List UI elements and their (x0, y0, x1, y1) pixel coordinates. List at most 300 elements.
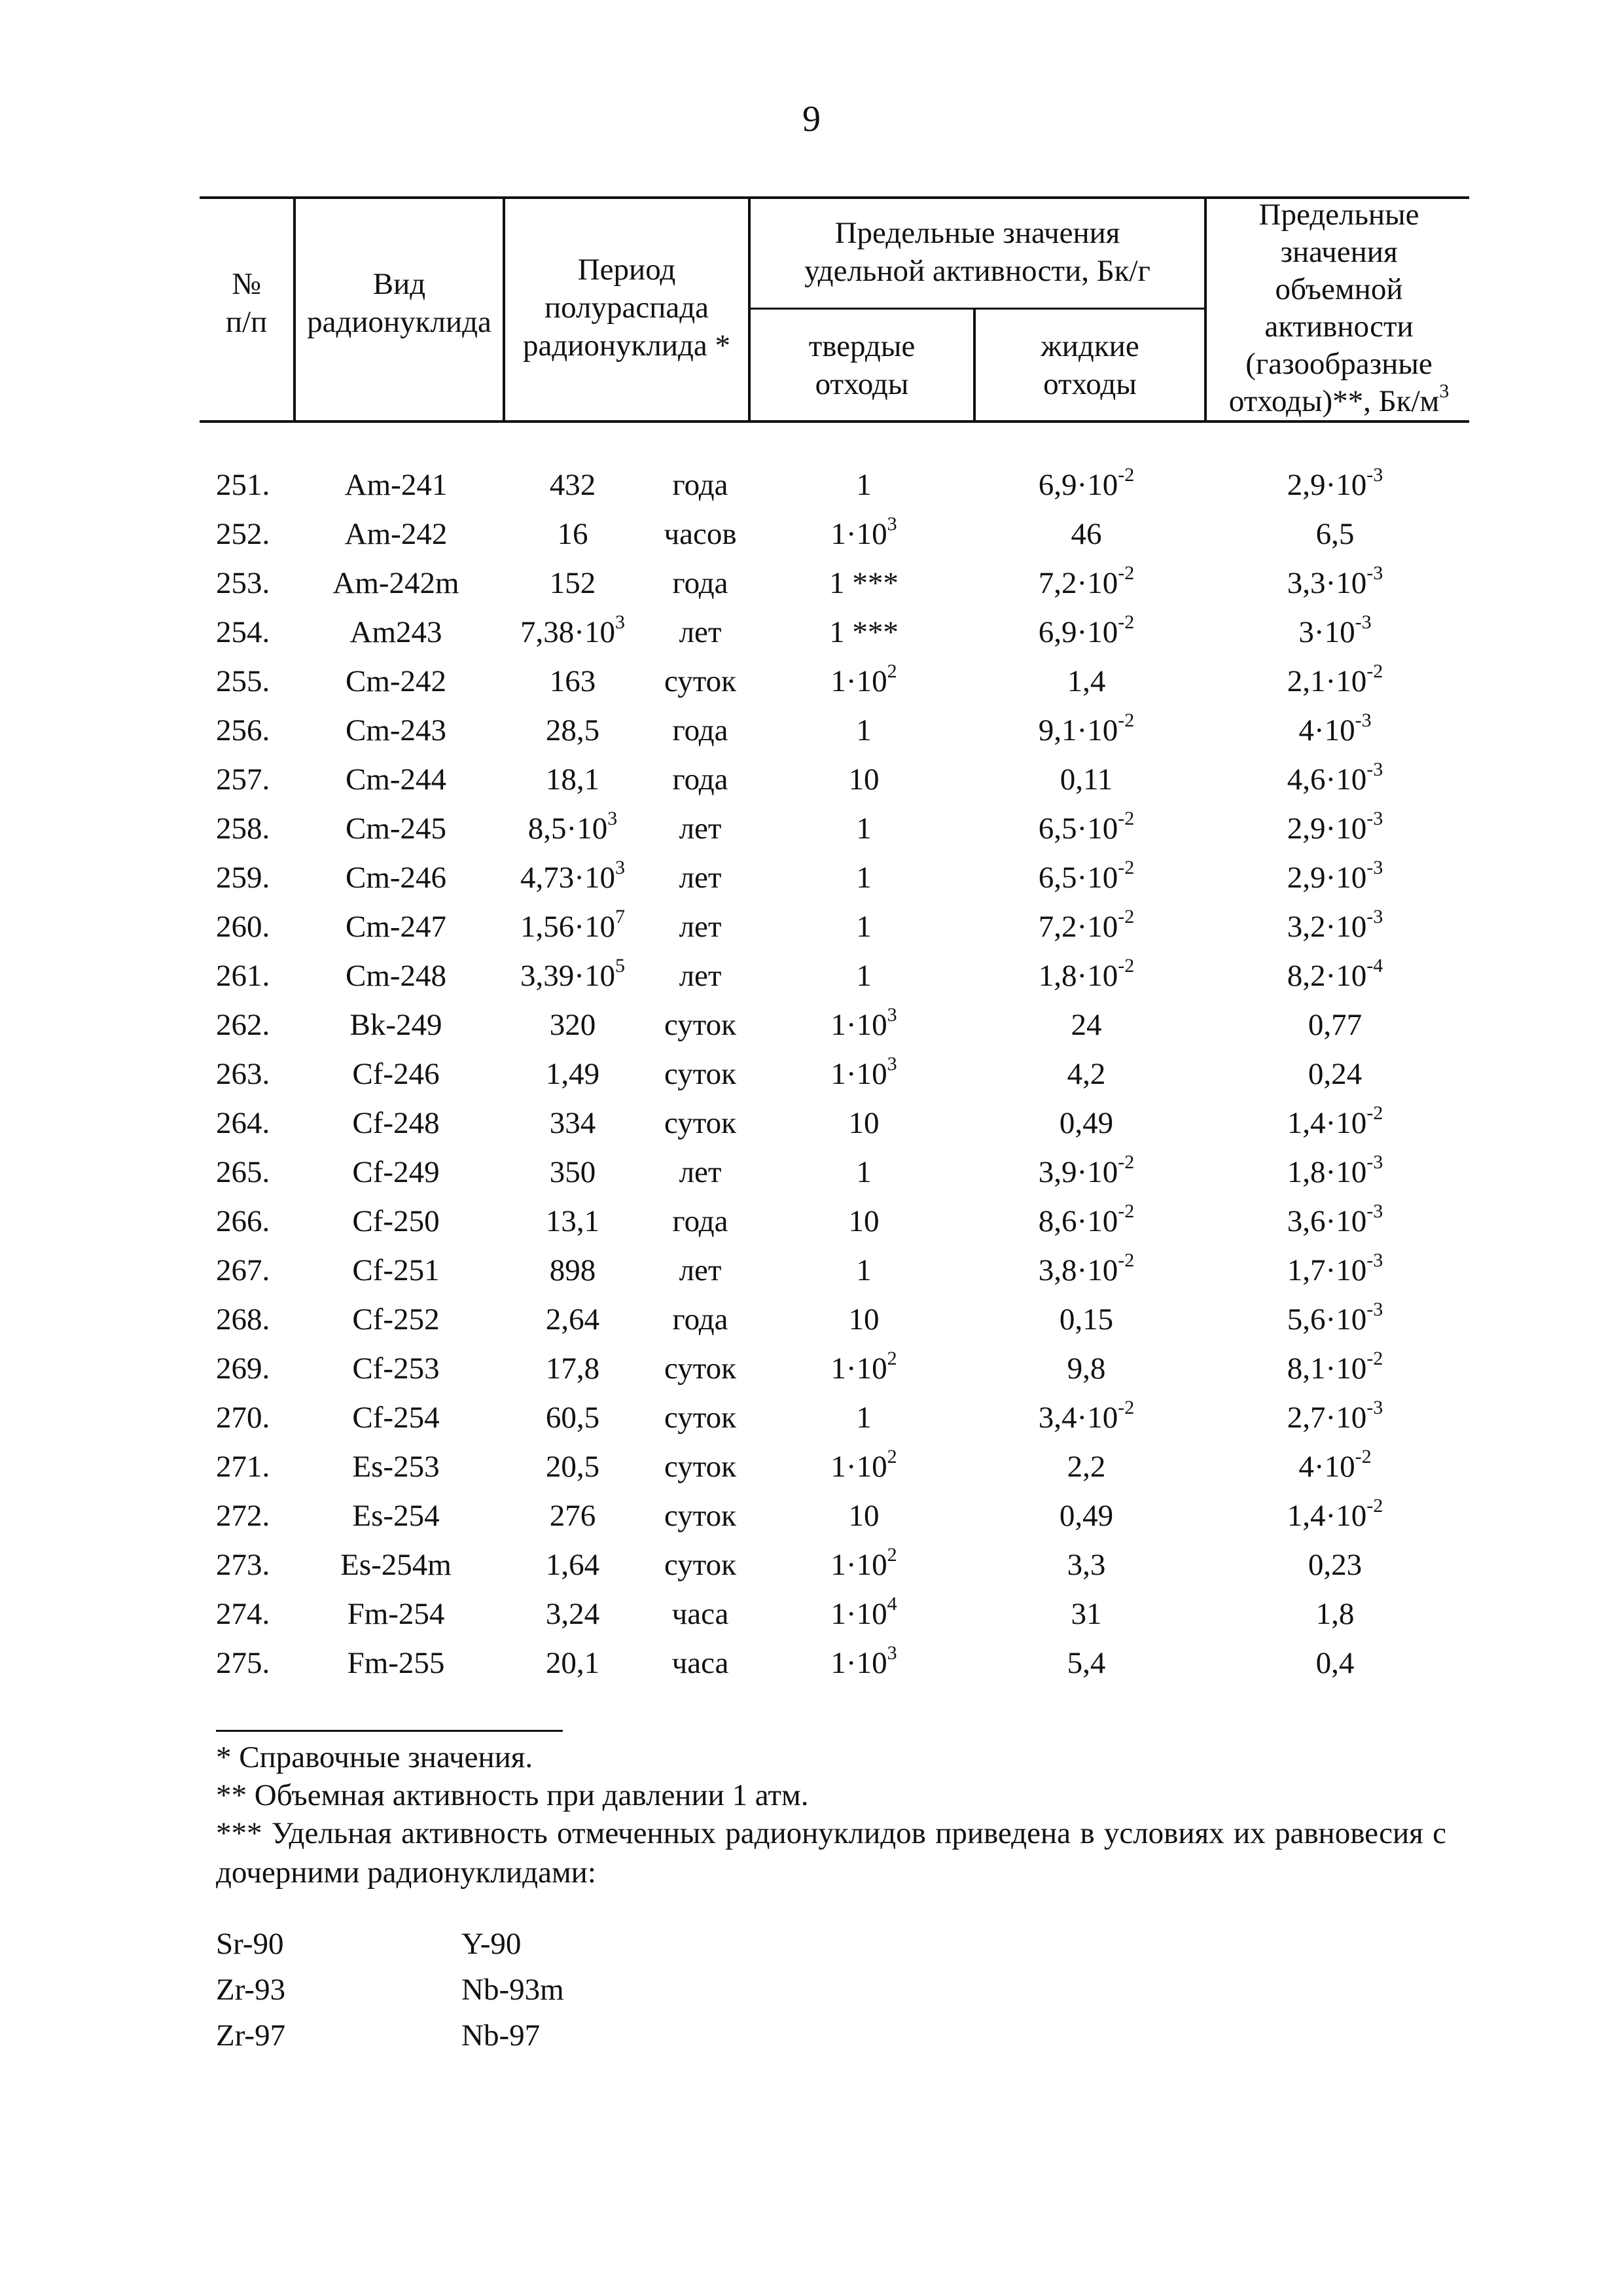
solid-waste-limit-value: 1 (856, 1401, 872, 1435)
header-nuclide (296, 265, 503, 341)
liquid-waste-limit-exponent: -2 (1118, 1249, 1135, 1272)
nuclide-name-value: Cf-254 (352, 1401, 440, 1435)
solid-waste-limit-value: 10 (848, 1499, 880, 1533)
row-number (216, 956, 288, 996)
liquid-waste-limit-value: 6,9·10 (1038, 615, 1118, 649)
header-vol-line5: (газообразные (1245, 347, 1433, 381)
pair-daughter: Nb-97 (461, 2018, 541, 2053)
half-life-value-value: 16 (557, 517, 588, 551)
solid-waste-limit-exponent: 2 (887, 1446, 897, 1468)
header-half-life-line2: полураспада (544, 291, 709, 325)
gas-waste-limit-value: 8,2·10 (1287, 959, 1367, 993)
nuclide-name-value: Cm-247 (345, 910, 447, 944)
solid-waste-limit-exponent: 3 (887, 1053, 897, 1075)
row-number (216, 613, 288, 652)
nuclide-name-value: Cm-248 (345, 959, 447, 993)
half-life-unit (638, 760, 762, 799)
solid-waste-limit (753, 711, 975, 750)
liquid-waste-limit-exponent: -2 (1118, 1200, 1135, 1223)
solid-waste-limit (753, 1202, 975, 1241)
gas-waste-limit-exponent: -3 (1366, 808, 1383, 830)
header-num-line2: п/п (225, 305, 268, 339)
gas-waste-limit-value: 3,3·10 (1287, 566, 1367, 600)
half-life-value-value: 13,1 (545, 1204, 600, 1238)
liquid-waste-limit (975, 564, 1198, 603)
solid-waste-limit-exponent: 2 (887, 1348, 897, 1370)
solid-waste-limit (753, 1251, 975, 1290)
solid-waste-limit-value: 1 *** (829, 615, 899, 649)
half-life-unit (638, 858, 762, 897)
gas-waste-limit-exponent: -2 (1355, 1446, 1372, 1468)
half-life-value (497, 1496, 648, 1535)
gas-waste-limit (1204, 907, 1466, 946)
pair-parent: Zr-97 (216, 2018, 286, 2053)
row-number (216, 1103, 288, 1143)
half-life-unit-value: года (672, 762, 728, 797)
half-life-unit (638, 1202, 762, 1241)
header-vol-line2: значения (1280, 235, 1398, 269)
nuclide-name (298, 564, 494, 603)
row-number-value: 263. (216, 1057, 270, 1091)
row-number-value: 274. (216, 1597, 270, 1631)
gas-waste-limit-value: 2,9·10 (1287, 861, 1367, 895)
gas-waste-limit-exponent: -3 (1366, 1299, 1383, 1321)
solid-waste-limit (753, 907, 975, 946)
gas-waste-limit (1204, 1054, 1466, 1094)
nuclide-name-value: Cm-245 (345, 812, 447, 846)
nuclide-name-value: Bk-249 (349, 1008, 442, 1042)
nuclide-name (298, 1202, 494, 1241)
solid-waste-limit-value: 1·10 (830, 517, 887, 551)
nuclide-name-value: Cf-250 (352, 1204, 440, 1238)
gas-waste-limit (1204, 465, 1466, 505)
half-life-unit-value: суток (664, 1401, 736, 1435)
header-half-life-line1: Период (577, 253, 676, 287)
solid-waste-limit-exponent: 3 (887, 1642, 897, 1664)
half-life-value-exponent: 5 (615, 955, 625, 977)
gas-waste-limit-value: 2,1·10 (1287, 664, 1367, 698)
liquid-waste-limit (975, 1349, 1198, 1388)
half-life-unit-value: лет (679, 1253, 722, 1287)
half-life-value-value: 350 (549, 1155, 596, 1189)
subheader-rule (748, 308, 1206, 310)
liquid-waste-limit-value: 8,6·10 (1038, 1204, 1118, 1238)
solid-waste-limit-value: 10 (848, 1204, 880, 1238)
nuclide-name (298, 809, 494, 848)
solid-waste-limit (753, 956, 975, 996)
liquid-waste-limit-value: 9,1·10 (1038, 713, 1118, 747)
half-life-unit-value: часа (671, 1646, 729, 1680)
solid-waste-limit (753, 1398, 975, 1437)
solid-waste-limit-value: 1·10 (830, 1450, 887, 1484)
half-life-unit (638, 1447, 762, 1486)
half-life-value-exponent: 3 (615, 857, 625, 879)
liquid-waste-limit (975, 1005, 1198, 1045)
solid-waste-limit-exponent: 2 (887, 1544, 897, 1566)
gas-waste-limit (1204, 809, 1466, 848)
row-number-value: 265. (216, 1155, 270, 1189)
nuclide-name (298, 711, 494, 750)
half-life-value (497, 907, 648, 946)
nuclide-name (298, 1398, 494, 1437)
footnote-separator (216, 1730, 563, 1732)
gas-waste-limit-exponent: -3 (1366, 464, 1383, 486)
nuclide-name (298, 1496, 494, 1535)
row-number-value: 252. (216, 517, 270, 551)
solid-waste-limit (753, 613, 975, 652)
half-life-value (497, 1054, 648, 1094)
pair-parent: Sr-90 (216, 1927, 284, 1961)
liquid-waste-limit-exponent: -2 (1118, 857, 1135, 879)
nuclide-name-value: Am-241 (344, 468, 448, 502)
half-life-value-value: 28,5 (545, 713, 600, 747)
half-life-value (497, 1103, 648, 1143)
gas-waste-limit (1204, 613, 1466, 652)
liquid-waste-limit (975, 1496, 1198, 1535)
row-number (216, 514, 288, 554)
solid-waste-limit (753, 760, 975, 799)
half-life-value-value: 152 (549, 566, 596, 600)
gas-waste-limit-value: 1,8 (1315, 1597, 1355, 1631)
row-number (216, 1398, 288, 1437)
half-life-value (497, 1349, 648, 1388)
half-life-value (497, 1005, 648, 1045)
half-life-value-value: 20,1 (545, 1646, 600, 1680)
solid-waste-limit-value: 10 (848, 1106, 880, 1140)
half-life-unit (638, 956, 762, 996)
liquid-waste-limit-value: 0,49 (1059, 1499, 1114, 1533)
nuclide-name-value: Fm-255 (347, 1646, 445, 1680)
half-life-unit (638, 1054, 762, 1094)
half-life-unit (638, 613, 762, 652)
gas-waste-limit (1204, 1496, 1466, 1535)
liquid-waste-limit-value: 7,2·10 (1038, 566, 1118, 600)
header-half-life-line3: радионуклида * (522, 329, 731, 363)
gas-waste-limit-exponent: -3 (1355, 611, 1372, 634)
gas-waste-limit-exponent: -4 (1366, 955, 1383, 977)
header-vol-line1: Предельные (1258, 198, 1419, 232)
half-life-value (497, 760, 648, 799)
liquid-waste-limit-value: 7,2·10 (1038, 910, 1118, 944)
header-solid-line1: твердые (808, 329, 916, 363)
liquid-waste-limit-value: 6,5·10 (1038, 812, 1118, 846)
half-life-unit-value: года (672, 1204, 728, 1238)
gas-waste-limit-value: 0,4 (1315, 1646, 1355, 1680)
half-life-value (497, 809, 648, 848)
half-life-unit-value: лет (679, 959, 722, 993)
gas-waste-limit-value: 3,2·10 (1287, 910, 1367, 944)
half-life-unit-value: суток (664, 1008, 736, 1042)
nuclide-name-value: Cm-244 (345, 762, 447, 797)
footnote-volumetric: ** Объемная активность при давлении 1 атм. (216, 1778, 809, 1812)
row-number (216, 1349, 288, 1388)
half-life-unit-value: суток (664, 1106, 736, 1140)
liquid-waste-limit-value: 3,9·10 (1038, 1155, 1118, 1189)
solid-waste-limit-value: 1 (856, 910, 872, 944)
solid-waste-limit (753, 1005, 975, 1045)
row-number-value: 268. (216, 1302, 270, 1336)
solid-waste-limit (753, 1054, 975, 1094)
solid-waste-limit-value: 1·10 (830, 664, 887, 698)
half-life-unit-value: суток (664, 1352, 736, 1386)
table-header-bottom-rule (200, 420, 1469, 423)
half-life-value (497, 1447, 648, 1486)
liquid-waste-limit-value: 6,5·10 (1038, 861, 1118, 895)
row-number (216, 1594, 288, 1634)
solid-waste-limit (753, 1594, 975, 1634)
liquid-waste-limit-exponent: -2 (1118, 464, 1135, 486)
half-life-value-value: 1,56·10 (520, 910, 615, 944)
half-life-value-value: 4,73·10 (520, 861, 615, 895)
header-vol-line6 (1207, 380, 1471, 420)
gas-waste-limit (1204, 662, 1466, 701)
header-specific-line1: Предельные значения (834, 216, 1120, 250)
solid-waste-limit (753, 1643, 975, 1683)
nuclide-name-value: Cm-242 (345, 664, 447, 698)
liquid-waste-limit-value: 4,2 (1067, 1057, 1106, 1091)
liquid-waste-limit (975, 956, 1198, 996)
liquid-waste-limit-value: 3,4·10 (1038, 1401, 1118, 1435)
solid-waste-limit-value: 1 (856, 861, 872, 895)
half-life-unit-value: суток (664, 664, 736, 698)
row-number-value: 269. (216, 1352, 270, 1386)
nuclide-name-value: Cf-248 (352, 1106, 440, 1140)
half-life-value (497, 1643, 648, 1683)
half-life-value-value: 163 (549, 664, 596, 698)
liquid-waste-limit-value: 5,4 (1067, 1646, 1106, 1680)
half-life-unit-value: лет (679, 861, 722, 895)
header-num-line1: № (232, 267, 261, 301)
header-liquid-line2: отходы (1043, 367, 1137, 401)
half-life-unit-value: суток (664, 1450, 736, 1484)
gas-waste-limit (1204, 1447, 1466, 1486)
row-number (216, 1447, 288, 1486)
row-number-value: 273. (216, 1548, 270, 1582)
liquid-waste-limit-exponent: -2 (1118, 955, 1135, 977)
row-number-value: 262. (216, 1008, 270, 1042)
row-number-value: 270. (216, 1401, 270, 1435)
liquid-waste-limit-value: 1,4 (1067, 664, 1106, 698)
gas-waste-limit-value: 8,1·10 (1287, 1352, 1367, 1386)
half-life-value-exponent: 3 (607, 808, 618, 830)
liquid-waste-limit (975, 1545, 1198, 1585)
nuclide-name (298, 760, 494, 799)
half-life-value (497, 711, 648, 750)
solid-waste-limit-value: 1 (856, 812, 872, 846)
liquid-waste-limit-value: 0,49 (1059, 1106, 1114, 1140)
gas-waste-limit-value: 4,6·10 (1287, 762, 1367, 797)
nuclide-name (298, 1054, 494, 1094)
header-vol-line4: активности (1264, 310, 1414, 344)
half-life-unit (638, 1545, 762, 1585)
solid-waste-limit (753, 564, 975, 603)
nuclide-name (298, 1300, 494, 1339)
gas-waste-limit-value: 3,6·10 (1287, 1204, 1367, 1238)
gas-waste-limit (1204, 711, 1466, 750)
liquid-waste-limit-value: 0,15 (1059, 1302, 1114, 1336)
half-life-value-value: 20,5 (545, 1450, 600, 1484)
half-life-value-value: 3,24 (545, 1597, 600, 1631)
solid-waste-limit (753, 1349, 975, 1388)
header-vol-unit: отходы)**, Бк/м (1228, 384, 1440, 418)
row-number-value: 267. (216, 1253, 270, 1287)
solid-waste-limit (753, 1545, 975, 1585)
solid-waste-limit-value: 10 (848, 762, 880, 797)
row-number (216, 662, 288, 701)
half-life-unit (638, 662, 762, 701)
row-number (216, 809, 288, 848)
gas-waste-limit-exponent: -3 (1366, 857, 1383, 879)
liquid-waste-limit (975, 1594, 1198, 1634)
nuclide-name-value: Es-254 (352, 1499, 440, 1533)
liquid-waste-limit (975, 613, 1198, 652)
header-specific-activity (751, 214, 1204, 290)
half-life-value (497, 858, 648, 897)
row-number-value: 272. (216, 1499, 270, 1533)
gas-waste-limit-value: 2,7·10 (1287, 1401, 1367, 1435)
liquid-waste-limit-value: 1,8·10 (1038, 959, 1118, 993)
nuclide-name (298, 956, 494, 996)
liquid-waste-limit-value: 6,9·10 (1038, 468, 1118, 502)
row-number (216, 1251, 288, 1290)
half-life-value (497, 1251, 648, 1290)
row-number-value: 256. (216, 713, 270, 747)
solid-waste-limit (753, 1300, 975, 1339)
nuclide-name (298, 1447, 494, 1486)
row-number (216, 1054, 288, 1094)
pair-parent: Zr-93 (216, 1973, 286, 2007)
liquid-waste-limit-value: 24 (1071, 1008, 1102, 1042)
pair-daughter: Nb-93m (461, 1973, 564, 2007)
gas-waste-limit (1204, 1545, 1466, 1585)
row-number (216, 1005, 288, 1045)
liquid-waste-limit-exponent: -2 (1118, 906, 1135, 928)
nuclide-name-value: Cf-251 (352, 1253, 440, 1287)
gas-waste-limit (1204, 1594, 1466, 1634)
row-number-value: 264. (216, 1106, 270, 1140)
solid-waste-limit-value: 1·10 (830, 1548, 887, 1582)
header-solid (751, 327, 973, 403)
nuclide-name (298, 1103, 494, 1143)
liquid-waste-limit-value: 0,11 (1060, 762, 1113, 797)
liquid-waste-limit (975, 662, 1198, 701)
gas-waste-limit-value: 2,9·10 (1287, 468, 1367, 502)
liquid-waste-limit-value: 31 (1071, 1597, 1102, 1631)
half-life-unit (638, 1103, 762, 1143)
half-life-value-value: 8,5·10 (527, 812, 608, 846)
header-nuclide-line1: Вид (372, 267, 426, 301)
solid-waste-limit-value: 1·10 (830, 1646, 887, 1680)
liquid-waste-limit-exponent: -2 (1118, 1151, 1135, 1174)
row-number (216, 465, 288, 505)
gas-waste-limit-value: 1,4·10 (1287, 1106, 1367, 1140)
gas-waste-limit (1204, 1643, 1466, 1683)
gas-waste-limit-value: 4·10 (1298, 1450, 1355, 1484)
row-number-value: 255. (216, 664, 270, 698)
liquid-waste-limit (975, 1103, 1198, 1143)
row-number (216, 1202, 288, 1241)
liquid-waste-limit (975, 1398, 1198, 1437)
half-life-unit-value: года (672, 1302, 728, 1336)
half-life-unit-value: лет (679, 910, 722, 944)
nuclide-name-value: Cf-249 (352, 1155, 440, 1189)
nuclide-name-value: Cf-252 (352, 1302, 440, 1336)
gas-waste-limit-exponent: -3 (1366, 1151, 1383, 1174)
nuclide-name (298, 1349, 494, 1388)
nuclide-name-value: Cm-243 (345, 713, 447, 747)
half-life-value-exponent: 3 (615, 611, 625, 634)
gas-waste-limit (1204, 1005, 1466, 1045)
row-number-value: 254. (216, 615, 270, 649)
nuclide-name (298, 1594, 494, 1634)
half-life-value-value: 2,64 (545, 1302, 600, 1336)
footnote-reference: * Справочные значения. (216, 1740, 533, 1774)
header-specific-line2: удельной активности, Бк/г (804, 254, 1150, 288)
row-number-value: 258. (216, 812, 270, 846)
nuclide-name-value: Cf-246 (352, 1057, 440, 1091)
nuclide-name (298, 1153, 494, 1192)
gas-waste-limit-value: 0,23 (1308, 1548, 1363, 1582)
liquid-waste-limit-value: 46 (1071, 517, 1102, 551)
gas-waste-limit-value: 0,77 (1308, 1008, 1363, 1042)
gas-waste-limit-value: 3·10 (1298, 615, 1355, 649)
liquid-waste-limit-exponent: -2 (1118, 709, 1135, 732)
liquid-waste-limit (975, 1202, 1198, 1241)
gas-waste-limit (1204, 1202, 1466, 1241)
liquid-waste-limit-exponent: -2 (1118, 1397, 1135, 1419)
header-vol-line3: объемной (1275, 272, 1403, 306)
half-life-unit (638, 907, 762, 946)
half-life-value-value: 334 (549, 1106, 596, 1140)
row-number-value: 259. (216, 861, 270, 895)
gas-waste-limit-exponent: -3 (1366, 759, 1383, 781)
half-life-value-value: 432 (549, 468, 596, 502)
solid-waste-limit (753, 662, 975, 701)
liquid-waste-limit-exponent: -2 (1118, 562, 1135, 584)
half-life-unit-value: часа (671, 1597, 729, 1631)
liquid-waste-limit (975, 1447, 1198, 1486)
row-number-value: 266. (216, 1204, 270, 1238)
liquid-waste-limit-exponent: -2 (1118, 808, 1135, 830)
solid-waste-limit-value: 1 (856, 1253, 872, 1287)
half-life-value-value: 17,8 (545, 1352, 600, 1386)
gas-waste-limit-exponent: -2 (1366, 1102, 1383, 1124)
nuclide-name-value: Cm-246 (345, 861, 447, 895)
half-life-value-value: 60,5 (545, 1401, 600, 1435)
row-number (216, 760, 288, 799)
footnote-equilibrium: *** Удельная активность отмеченных радионуклидов приведена в условиях их равновесия с дочерними радионуклидами: (216, 1816, 1446, 1890)
half-life-unit (638, 1300, 762, 1339)
gas-waste-limit (1204, 760, 1466, 799)
solid-waste-limit-value: 1 (856, 713, 872, 747)
half-life-unit-value: часов (664, 517, 737, 551)
gas-waste-limit-value: 1,4·10 (1287, 1499, 1367, 1533)
nuclide-name (298, 662, 494, 701)
half-life-unit (638, 1643, 762, 1683)
solid-waste-limit-value: 1·10 (830, 1597, 887, 1631)
solid-waste-limit (753, 1103, 975, 1143)
row-number-value: 271. (216, 1450, 270, 1484)
solid-waste-limit-exponent: 4 (887, 1593, 897, 1615)
liquid-waste-limit (975, 907, 1198, 946)
gas-waste-limit (1204, 956, 1466, 996)
half-life-value-value: 1,49 (545, 1057, 600, 1091)
row-number-value: 251. (216, 468, 270, 502)
half-life-unit-value: года (672, 566, 728, 600)
half-life-unit (638, 564, 762, 603)
half-life-value (497, 1202, 648, 1241)
nuclide-name-value: Am243 (349, 615, 442, 649)
